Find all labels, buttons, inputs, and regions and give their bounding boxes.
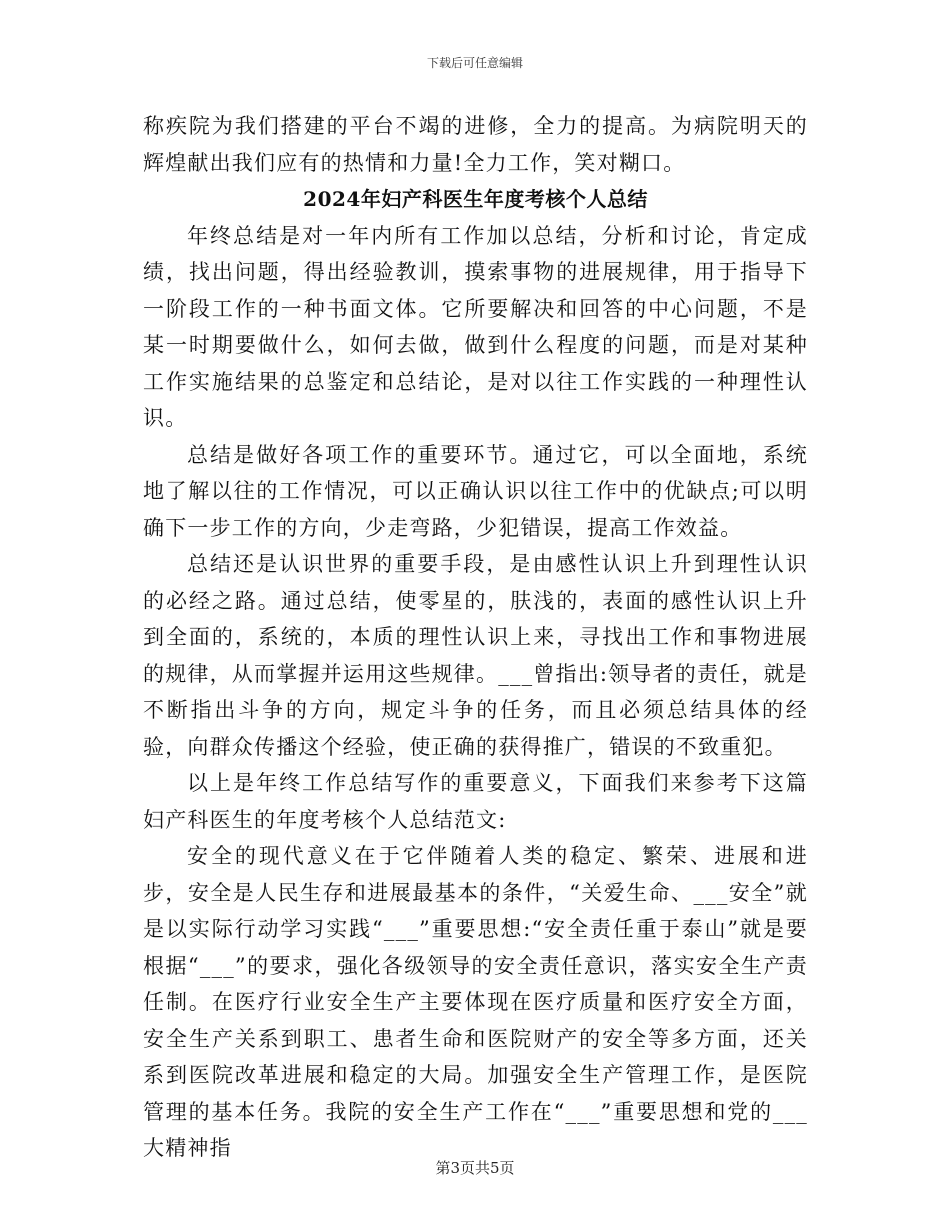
paragraph-2: 总结是做好各项工作的重要环节。通过它，可以全面地，系统地了解以往的工作情况，可以正确认识以往工作中的优缺点;可以明确下一步工作的方向，少走弯路，少犯错误，提高工作效益。	[143, 442, 808, 540]
paragraph-3: 总结还是认识世界的重要手段，是由感性认识上升到理性认识的必经之路。通过总结，使零星的，肤浅的，表面的感性认识上升到全面的，系统的，本质的理性认识上来，寻找出工作和事物进展的规律，从而掌握并运用这些规律。___曾指出:领导者的责任，就是不断指出斗争的方向，规定斗争的任务，而且必须总结具体的经验，向群众传播这个经验，使正确的获得推广，错误的不致重犯。	[143, 552, 808, 759]
document-title: 2024年妇产科医生年度考核个人总结	[303, 187, 648, 211]
page-footer: 第3页共5页	[435, 1159, 515, 1177]
paragraph-5: 安全的现代意义在于它伴随着人类的稳定、繁荣、进展和进步，安全是人民生存和进展最基本的条件，“关爱生命、___安全”就是以实际行动学习实践“___”重要思想:“安全责任重于泰山”就是要根据“___”的要求，强化各级领导的安全责任意识，落实安全生产责任制。在医疗行业安全生产主要体现在医疗质量和医疗安全方面，安全生产关系到职工、患者生命和医院财产的安全等多方面，还关系到医院改革进展和稳定的大局。加强安全生产管理工作，是医院管理的基本任务。我院的安全生产工作在“___”重要思想和党的___大精神指	[143, 844, 808, 1160]
paragraph-1: 年终总结是对一年内所有工作加以总结，分析和讨论，肯定成绩，找出问题，得出经验教训，摸索事物的进展规律，用于指导下一阶段工作的一种书面文体。它所要解决和回答的中心问题，不是某一时期要做什么，如何去做，做到什么程度的问题，而是对某种工作实施结果的总鉴定和总结论，是对以往工作实践的一种理性认识。	[143, 223, 808, 430]
paragraph-4: 以上是年终工作总结写作的重要意义，下面我们来参考下这篇妇产科医生的年度考核个人总结范文:	[143, 771, 808, 832]
paragraph-continuation: 称疾院为我们搭建的平台不竭的进修，全力的提高。为病院明天的辉煌献出我们应有的热情和力量!全力工作，笑对糊口。	[143, 114, 808, 175]
page-header: 下载后可任意编辑	[426, 56, 523, 70]
document-body	[143, 108, 808, 1167]
